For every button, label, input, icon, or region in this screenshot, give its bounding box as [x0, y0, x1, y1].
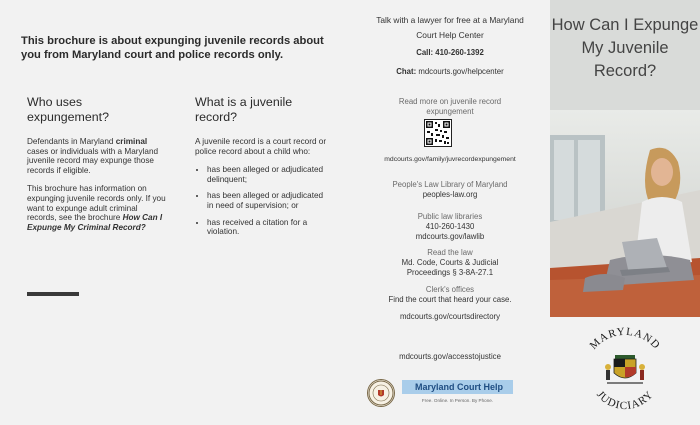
woman-laptop-photo	[550, 110, 700, 317]
who-uses-section	[27, 95, 167, 241]
read-more-text: Read more on juvenile record expungement	[398, 97, 502, 116]
what-is-section	[195, 95, 330, 244]
public-libraries-label: Public law libraries	[417, 212, 483, 221]
list-item: • has been alleged or adjudicated in need of supervision; or	[207, 191, 330, 210]
maryland-court-help-seal-icon	[367, 379, 395, 407]
who-uses-paragraph-1: Defendants in Maryland criminal cases or individuals with a Maryland juvenile record may expunge those records if eligible.	[27, 137, 159, 175]
who-uses-paragraph-2: This brochure has information on expunging juvenile records only. If you want to expunge adult criminal records, see the brochure How Can I Expunge My Criminal Record?	[27, 184, 166, 232]
qr-code-icon[interactable]	[424, 119, 452, 147]
what-is-heading: What is a juvenile record?	[195, 95, 293, 124]
maryland-judiciary-seal-icon	[577, 325, 673, 415]
what-is-intro: A juvenile record is a court record or police record about a child who:	[195, 137, 327, 156]
list-item: • has received a citation for a violation.	[207, 218, 330, 237]
maryland-court-help-tagline: Free. Online. In Person. By Phone.	[421, 398, 494, 403]
chat-link[interactable]: Chat: mdcourts.gov/helpcenter	[396, 67, 504, 76]
call-number: Call: 410-260-1392	[416, 48, 484, 57]
svg-text:MARYLAND	[588, 326, 663, 352]
find-court-text: Find the court that heard your case.	[388, 295, 512, 304]
clerks-offices-label: Clerk's offices	[425, 285, 475, 294]
intro-heading: This brochure is about expunging juvenile records about you from Maryland court and police records only.	[21, 35, 324, 61]
seal-top-text: MARYLAND	[587, 325, 663, 352]
who-uses-heading: Who uses expungement?	[27, 95, 109, 124]
access-to-justice-url[interactable]: mdcourts.gov/accesstojustice	[399, 352, 501, 361]
middle-panel	[350, 0, 550, 425]
juvenile-expungement-url[interactable]: mdcourts.gov/family/juvrecordexpungement	[384, 156, 516, 163]
courts-directory-url[interactable]: mdcourts.gov/courtsdirectory	[399, 312, 501, 321]
public-libraries-phone: 410-260-1430	[425, 222, 475, 231]
brochure-title: How Can I Expunge My Juvenile Record?	[551, 16, 699, 80]
list-item: • has been alleged or adjudicated delinquent;	[207, 165, 330, 184]
library-name: People's Law Library of Maryland	[392, 180, 508, 189]
library-url[interactable]: peoples-law.org	[422, 190, 478, 199]
section-divider	[27, 292, 79, 296]
read-law-label: Read the law	[427, 248, 473, 257]
what-is-list	[195, 165, 330, 237]
talk-lawyer-text: Talk with a lawyer for free at a Maryland Court Help Center	[376, 15, 524, 40]
law-citation: Md. Code, Courts & Judicial Proceedings § 3-8A-27.1	[401, 258, 499, 277]
public-libraries-url[interactable]: mdcourts.gov/lawlib	[415, 232, 485, 241]
maryland-court-help-banner[interactable]	[402, 380, 513, 394]
maryland-court-help-label: Maryland Court Help	[414, 382, 503, 392]
svg-text:JUDICIARY	[594, 389, 656, 413]
seal-bottom-text: JUDICIARY	[594, 388, 656, 413]
